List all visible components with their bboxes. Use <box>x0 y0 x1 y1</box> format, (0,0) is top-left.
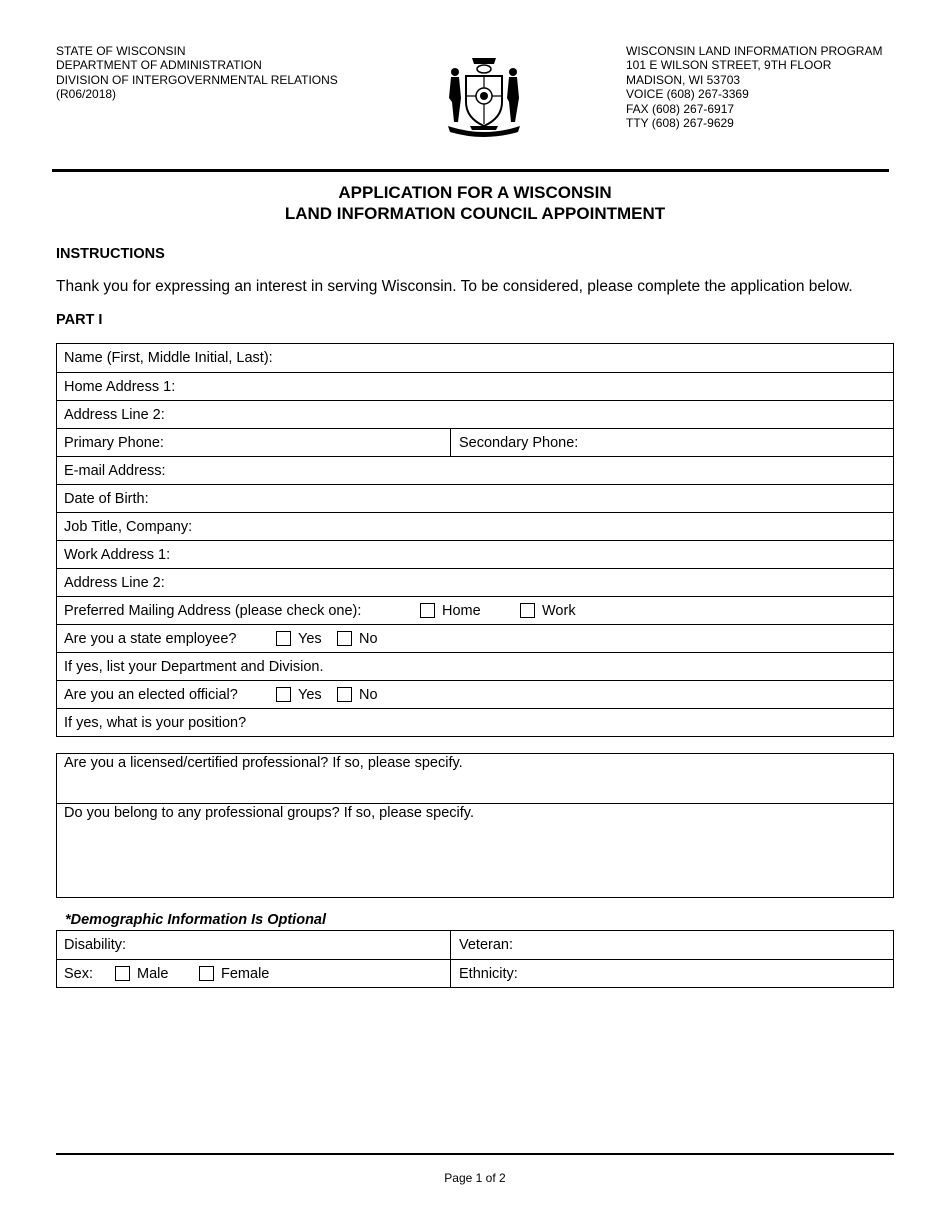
agency-address-block <box>56 44 338 102</box>
home-address-1-label: Home Address 1: <box>64 379 176 395</box>
sex-male-checkbox[interactable] <box>115 966 130 981</box>
part-1-heading: PART I <box>56 312 103 328</box>
disability-veteran-row <box>57 931 893 959</box>
elected-official-row <box>57 680 893 708</box>
header-divider <box>52 169 889 172</box>
ethnicity-label[interactable]: Ethnicity: <box>459 966 518 982</box>
sex-female-checkbox[interactable] <box>199 966 214 981</box>
cell-divider <box>450 960 451 987</box>
email-field[interactable] <box>57 456 893 484</box>
state-employee-row <box>57 624 893 652</box>
header-left-line: (R06/2018) <box>56 87 117 102</box>
elected-official-yes-checkbox[interactable] <box>276 687 291 702</box>
mailing-label: Preferred Mailing Address (please check one): <box>64 603 362 619</box>
home-address-1-field[interactable] <box>57 372 893 400</box>
professional-groups-field[interactable] <box>57 804 893 897</box>
form-title-line-2: LAND INFORMATION COUNCIL APPOINTMENT <box>284 204 666 223</box>
sex-female-label: Female <box>221 966 270 982</box>
licensed-professional-label: Are you a licensed/certified professional? If so, please specify. <box>64 755 463 771</box>
header-right-line: FAX (608) 267-6917 <box>626 101 735 116</box>
header-right-line: TTY (608) 267-9629 <box>626 116 734 131</box>
elected-official-label: Are you an elected official? <box>64 687 238 703</box>
job-title-field[interactable] <box>57 512 893 540</box>
header-left-line: DIVISION OF INTERGOVERNMENTAL RELATIONS <box>56 72 338 87</box>
state-employee-yes-label: Yes <box>298 631 322 647</box>
header-right-line: WISCONSIN LAND INFORMATION PROGRAM <box>626 44 883 58</box>
state-employee-no-label: No <box>359 631 378 647</box>
header-right-line: MADISON, WI 53703 <box>626 72 741 87</box>
mailing-work-checkbox[interactable] <box>520 603 535 618</box>
elected-official-yes-label: Yes <box>298 687 322 703</box>
cell-divider <box>450 931 451 959</box>
header-right-line: VOICE (608) 267-3369 <box>626 87 749 102</box>
email-label: E-mail Address: <box>64 463 166 479</box>
professional-table <box>56 753 894 898</box>
dob-label: Date of Birth: <box>64 491 149 507</box>
instructions-heading: INSTRUCTIONS <box>56 246 165 262</box>
disability-label[interactable]: Disability: <box>64 937 127 953</box>
job-title-label: Job Title, Company: <box>64 519 193 535</box>
dept-division-field[interactable] <box>57 652 893 680</box>
mailing-home-checkbox[interactable] <box>420 603 435 618</box>
wisconsin-state-seal-icon <box>442 52 526 138</box>
sex-male-label: Male <box>137 966 169 982</box>
form-title-line-1: APPLICATION FOR A WISCONSIN <box>338 183 612 202</box>
licensed-professional-field[interactable] <box>57 754 893 804</box>
name-label: Name (First, Middle Initial, Last): <box>64 350 273 366</box>
header-left-line: STATE OF WISCONSIN <box>56 44 186 58</box>
demographic-heading: *Demographic Information Is Optional <box>65 912 327 928</box>
home-address-2-label: Address Line 2: <box>64 407 165 423</box>
secondary-phone-label[interactable]: Secondary Phone: <box>459 435 579 451</box>
veteran-label[interactable]: Veteran: <box>459 937 514 953</box>
demographic-table <box>56 930 894 988</box>
header-left-line: DEPARTMENT OF ADMINISTRATION <box>56 58 262 73</box>
work-address-2-field[interactable] <box>57 568 893 596</box>
sex-ethnicity-row <box>57 959 893 987</box>
position-label: If yes, what is your position? <box>64 715 247 731</box>
elected-official-no-label: No <box>359 687 378 703</box>
header-right-line: 101 E WILSON STREET, 9TH FLOOR <box>626 58 832 73</box>
page-number: Page 1 of 2 <box>444 1171 506 1185</box>
footer-divider <box>56 1153 894 1155</box>
name-field[interactable] <box>57 344 893 372</box>
state-employee-label: Are you a state employee? <box>64 631 237 647</box>
part-1-table <box>56 343 894 737</box>
mailing-preference-row <box>57 596 893 624</box>
dept-division-label: If yes, list your Department and Division. <box>64 659 324 675</box>
instructions-text: Thank you for expressing an interest in serving Wisconsin. To be considered, please complete the application below. <box>56 278 853 295</box>
elected-official-no-checkbox[interactable] <box>337 687 352 702</box>
position-field[interactable] <box>57 708 893 736</box>
work-address-1-label: Work Address 1: <box>64 547 171 563</box>
mailing-work-label: Work <box>542 603 576 619</box>
work-address-2-label: Address Line 2: <box>64 575 165 591</box>
professional-groups-label: Do you belong to any professional groups? If so, please specify. <box>64 805 475 821</box>
phone-row <box>57 428 893 456</box>
home-address-2-field[interactable] <box>57 400 893 428</box>
primary-phone-label[interactable]: Primary Phone: <box>64 435 164 451</box>
state-employee-no-checkbox[interactable] <box>337 631 352 646</box>
dob-field[interactable] <box>57 484 893 512</box>
sex-label: Sex: <box>64 966 94 982</box>
program-contact-block <box>626 44 882 130</box>
state-employee-yes-checkbox[interactable] <box>276 631 291 646</box>
cell-divider <box>450 429 451 456</box>
mailing-home-label: Home <box>442 603 481 619</box>
work-address-1-field[interactable] <box>57 540 893 568</box>
